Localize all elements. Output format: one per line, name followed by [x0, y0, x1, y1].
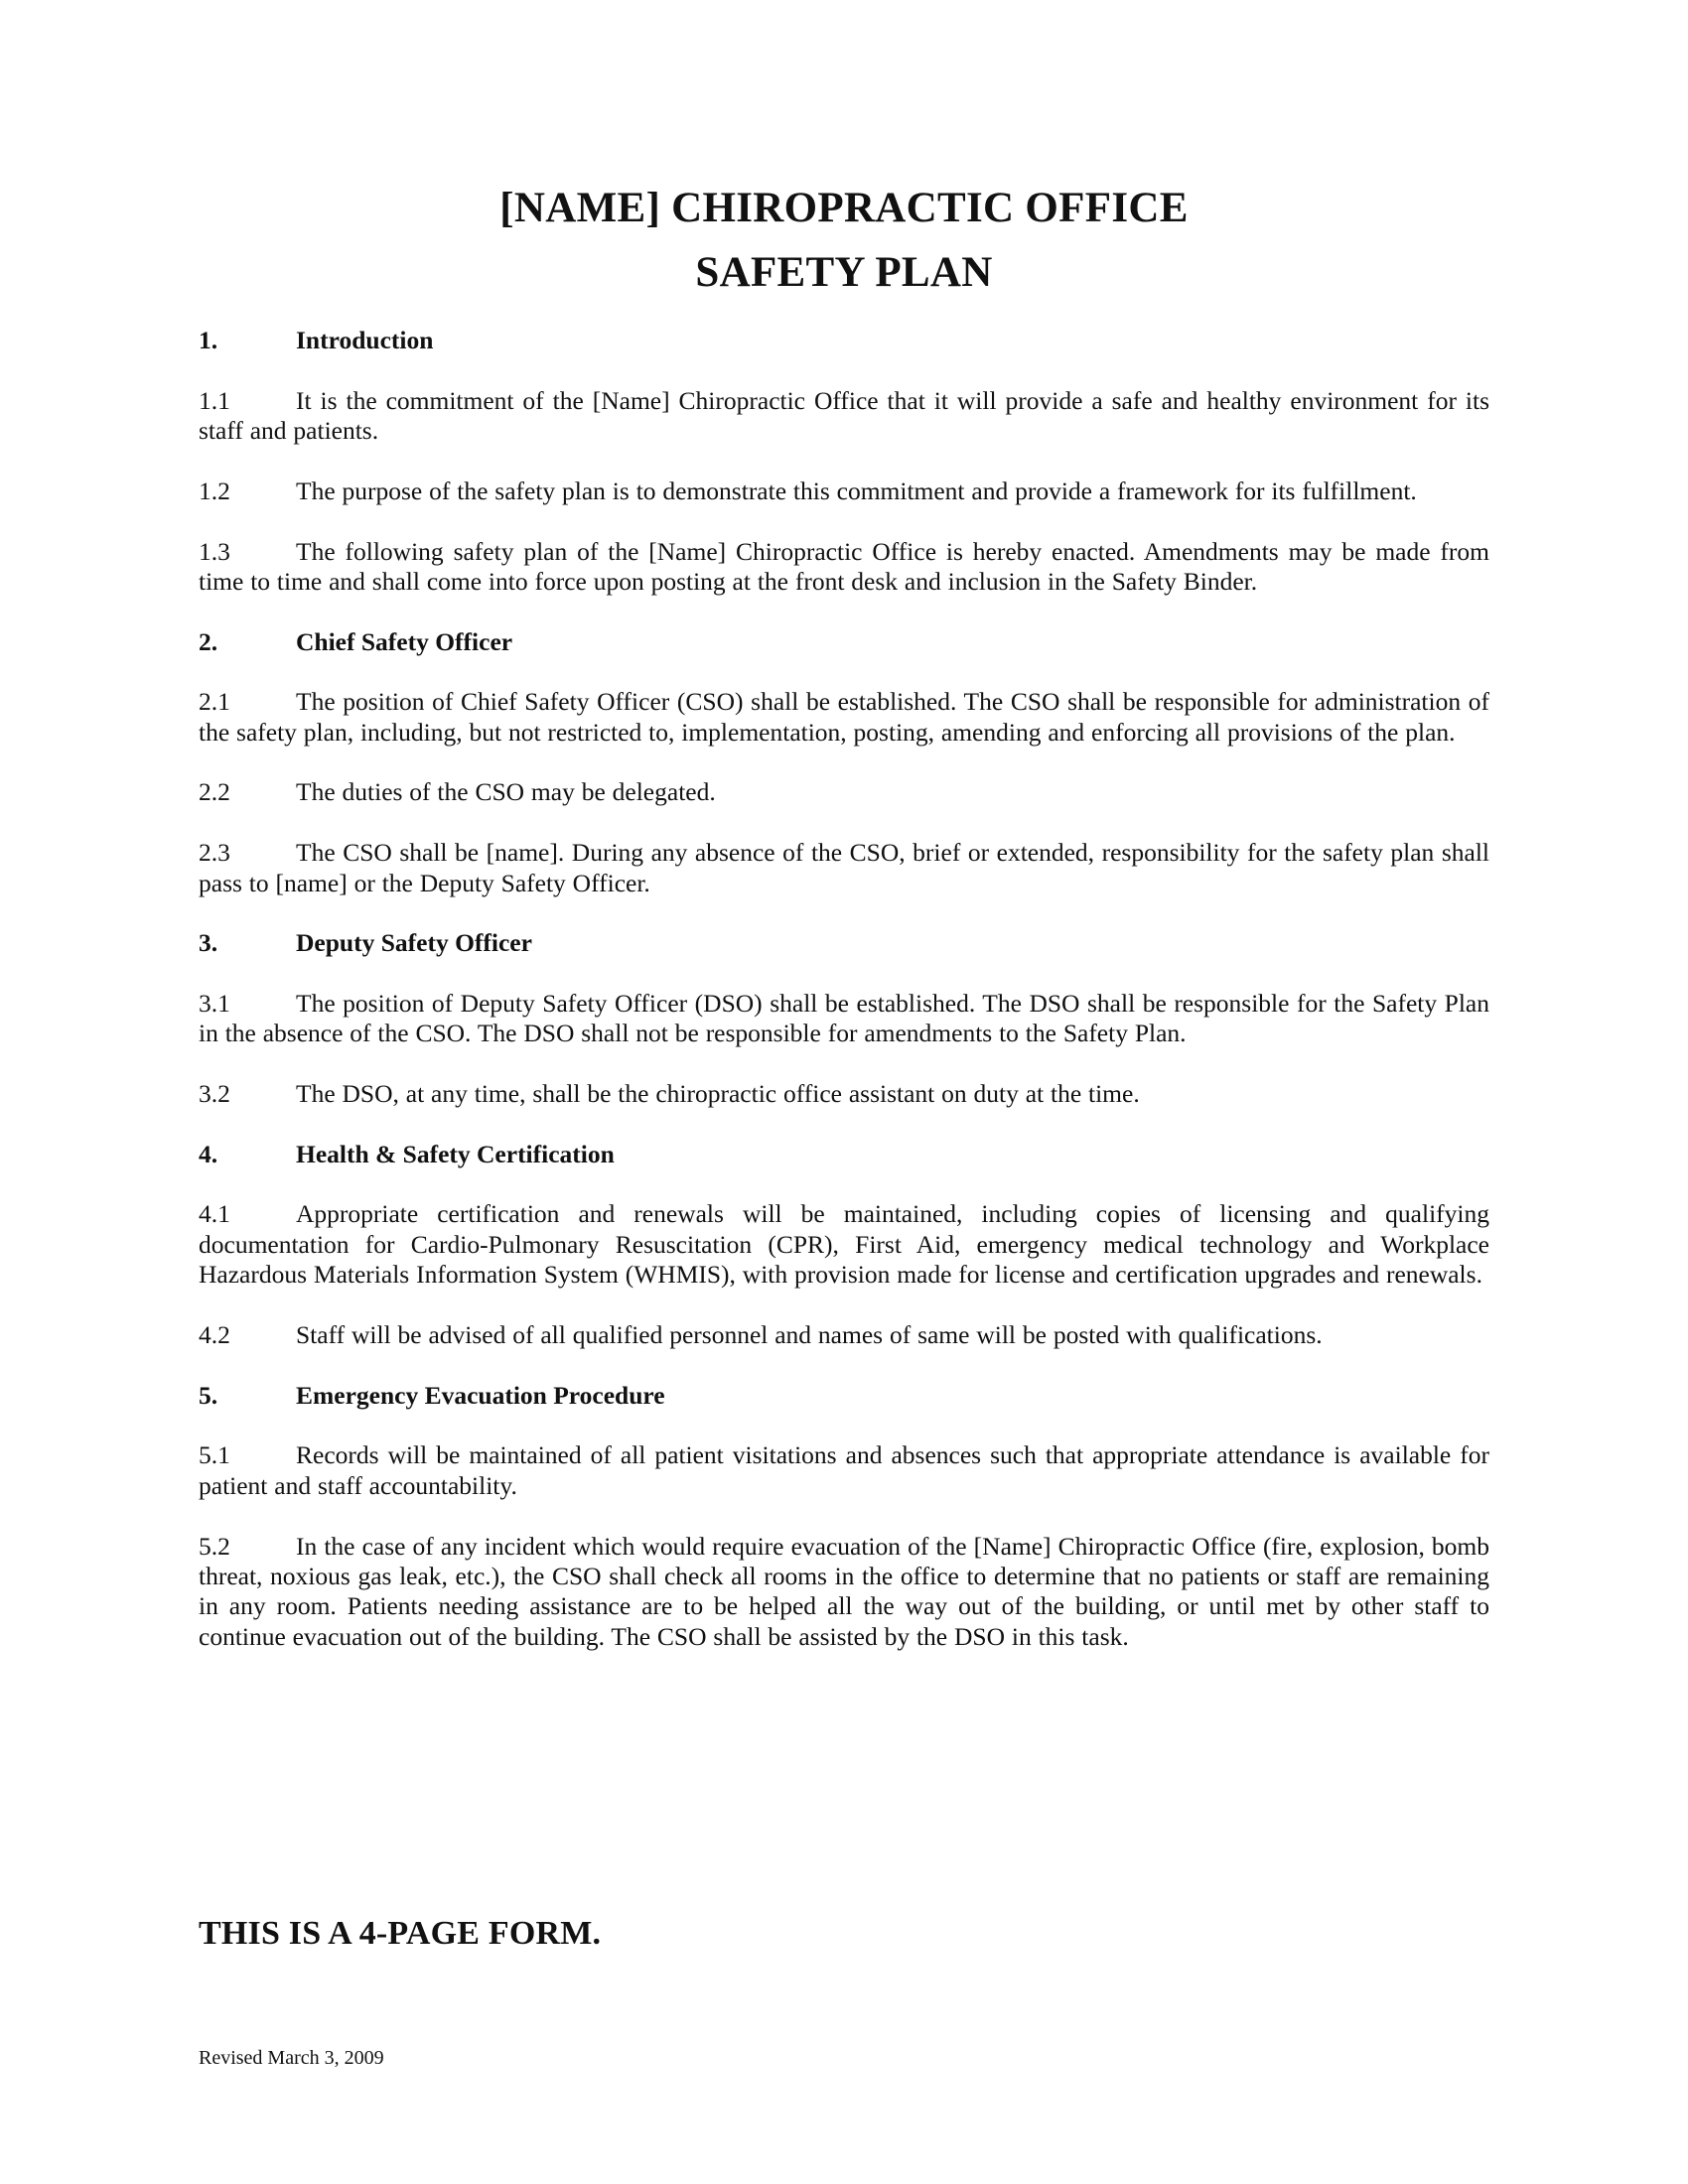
paragraph-text: Staff will be advised of all qualified personnel and names of same will be posted with qualifications. — [296, 1319, 1323, 1349]
section-number: 4. — [199, 1139, 218, 1168]
section-number: 1. — [199, 326, 218, 354]
paragraph-number: 1.1 — [199, 385, 230, 415]
paragraph-text: Appropriate certification and renewals will be maintained, including copies of licensing and qualifying documentation for Cardio-Pulmonary Resuscitation (CPR), First Aid, emergency medical technology and Workplace Hazardous Materials Information System (WHMIS), with provision made for license and certification upgrades and renewals. — [199, 1199, 1489, 1290]
revision-date: Revised March 3, 2009 — [199, 2047, 384, 2069]
document-title: [NAME] CHIROPRACTIC OFFICE — [499, 185, 1189, 231]
paragraph-text: The following safety plan of the [Name] Chiropractic Office is hereby enacted. Amendments may be made from time to time and shall come into force upon posting at the front desk and inclusion in the Safety Binder. — [199, 536, 1489, 596]
paragraph-number: 5.1 — [199, 1440, 230, 1470]
section-number: 2. — [199, 626, 218, 656]
paragraph-text: The position of Deputy Safety Officer (DSO) shall be established. The DSO shall be responsible for the Safety Plan in the absence of the CSO. The DSO shall not be responsible for amendments to the Safety Plan. — [199, 988, 1489, 1048]
paragraph-1-1 — [199, 386, 1489, 447]
paragraph-number: 3.1 — [199, 988, 230, 1018]
section-heading-chief-safety-officer — [199, 627, 1489, 657]
section-number: 3. — [199, 928, 218, 958]
paragraph-number: 4.2 — [199, 1319, 230, 1349]
paragraph-text: Records will be maintained of all patient visitations and absences such that appropriate attendance is available for patient and staff accountability. — [199, 1440, 1489, 1500]
document-body — [199, 326, 1489, 1652]
section-heading-deputy-safety-officer — [199, 928, 1489, 958]
paragraph-text: The position of Chief Safety Officer (CSO) shall be established. The CSO shall be responsible for administration of the safety plan, including, but not restricted to, implementation, posting, amending and enforcing all provisions of the plan. — [199, 687, 1489, 747]
paragraph-5-2 — [199, 1532, 1489, 1653]
paragraph-text: The DSO, at any time, shall be the chiropractic office assistant on duty at the time. — [296, 1079, 1140, 1109]
paragraph-2-3 — [199, 838, 1489, 898]
page-count-notice: THIS IS A 4-PAGE FORM. — [199, 1915, 602, 1952]
paragraph-1-3 — [199, 537, 1489, 598]
paragraph-2-2 — [199, 777, 1489, 807]
paragraph-number: 5.2 — [199, 1531, 230, 1561]
paragraph-3-2 — [199, 1079, 1489, 1109]
paragraph-2-1 — [199, 687, 1489, 748]
section-title: Emergency Evacuation Procedure — [296, 1380, 665, 1410]
paragraph-number: 2.2 — [199, 777, 230, 807]
document-subtitle: SAFETY PLAN — [695, 249, 993, 296]
section-title: Chief Safety Officer — [296, 626, 513, 656]
paragraph-number: 1.3 — [199, 536, 230, 566]
paragraph-number: 4.1 — [199, 1199, 230, 1229]
paragraph-5-1 — [199, 1440, 1489, 1501]
section-heading-emergency-evacuation — [199, 1381, 1489, 1411]
paragraph-text: In the case of any incident which would require evacuation of the [Name] Chiropractic Office (fire, explosion, bomb threat, noxious gas leak, etc.), the CSO shall check all rooms in the office to determine that no patients or staff are remaining in any room. Patients needing assistance are to be helped all the way out of the building, or until met by other staff to continue evacuation out of the building. The CSO shall be assisted by the DSO in this task. — [199, 1531, 1489, 1651]
paragraph-text: It is the commitment of the [Name] Chiropractic Office that it will provide a safe and healthy environment for its staff and patients. — [199, 385, 1489, 446]
paragraph-number: 1.2 — [199, 476, 230, 505]
section-title: Deputy Safety Officer — [296, 928, 532, 958]
section-title: Introduction — [296, 326, 434, 354]
paragraph-number: 3.2 — [199, 1079, 230, 1109]
section-title: Health & Safety Certification — [296, 1139, 615, 1168]
paragraph-number: 2.1 — [199, 687, 230, 717]
paragraph-number: 2.3 — [199, 838, 230, 868]
paragraph-text: The CSO shall be [name]. During any absence of the CSO, brief or extended, responsibility for the safety plan shall pass to [name] or the Deputy Safety Officer. — [199, 838, 1489, 897]
paragraph-text: The duties of the CSO may be delegated. — [296, 777, 716, 807]
paragraph-3-1 — [199, 989, 1489, 1049]
paragraph-text: The purpose of the safety plan is to demonstrate this commitment and provide a framework for its fulfillment. — [296, 476, 1417, 505]
section-number: 5. — [199, 1380, 218, 1410]
section-heading-introduction — [199, 326, 1489, 355]
paragraph-4-1 — [199, 1199, 1489, 1290]
paragraph-4-2 — [199, 1320, 1489, 1350]
section-heading-health-safety-certification — [199, 1140, 1489, 1169]
paragraph-1-2 — [199, 477, 1489, 506]
